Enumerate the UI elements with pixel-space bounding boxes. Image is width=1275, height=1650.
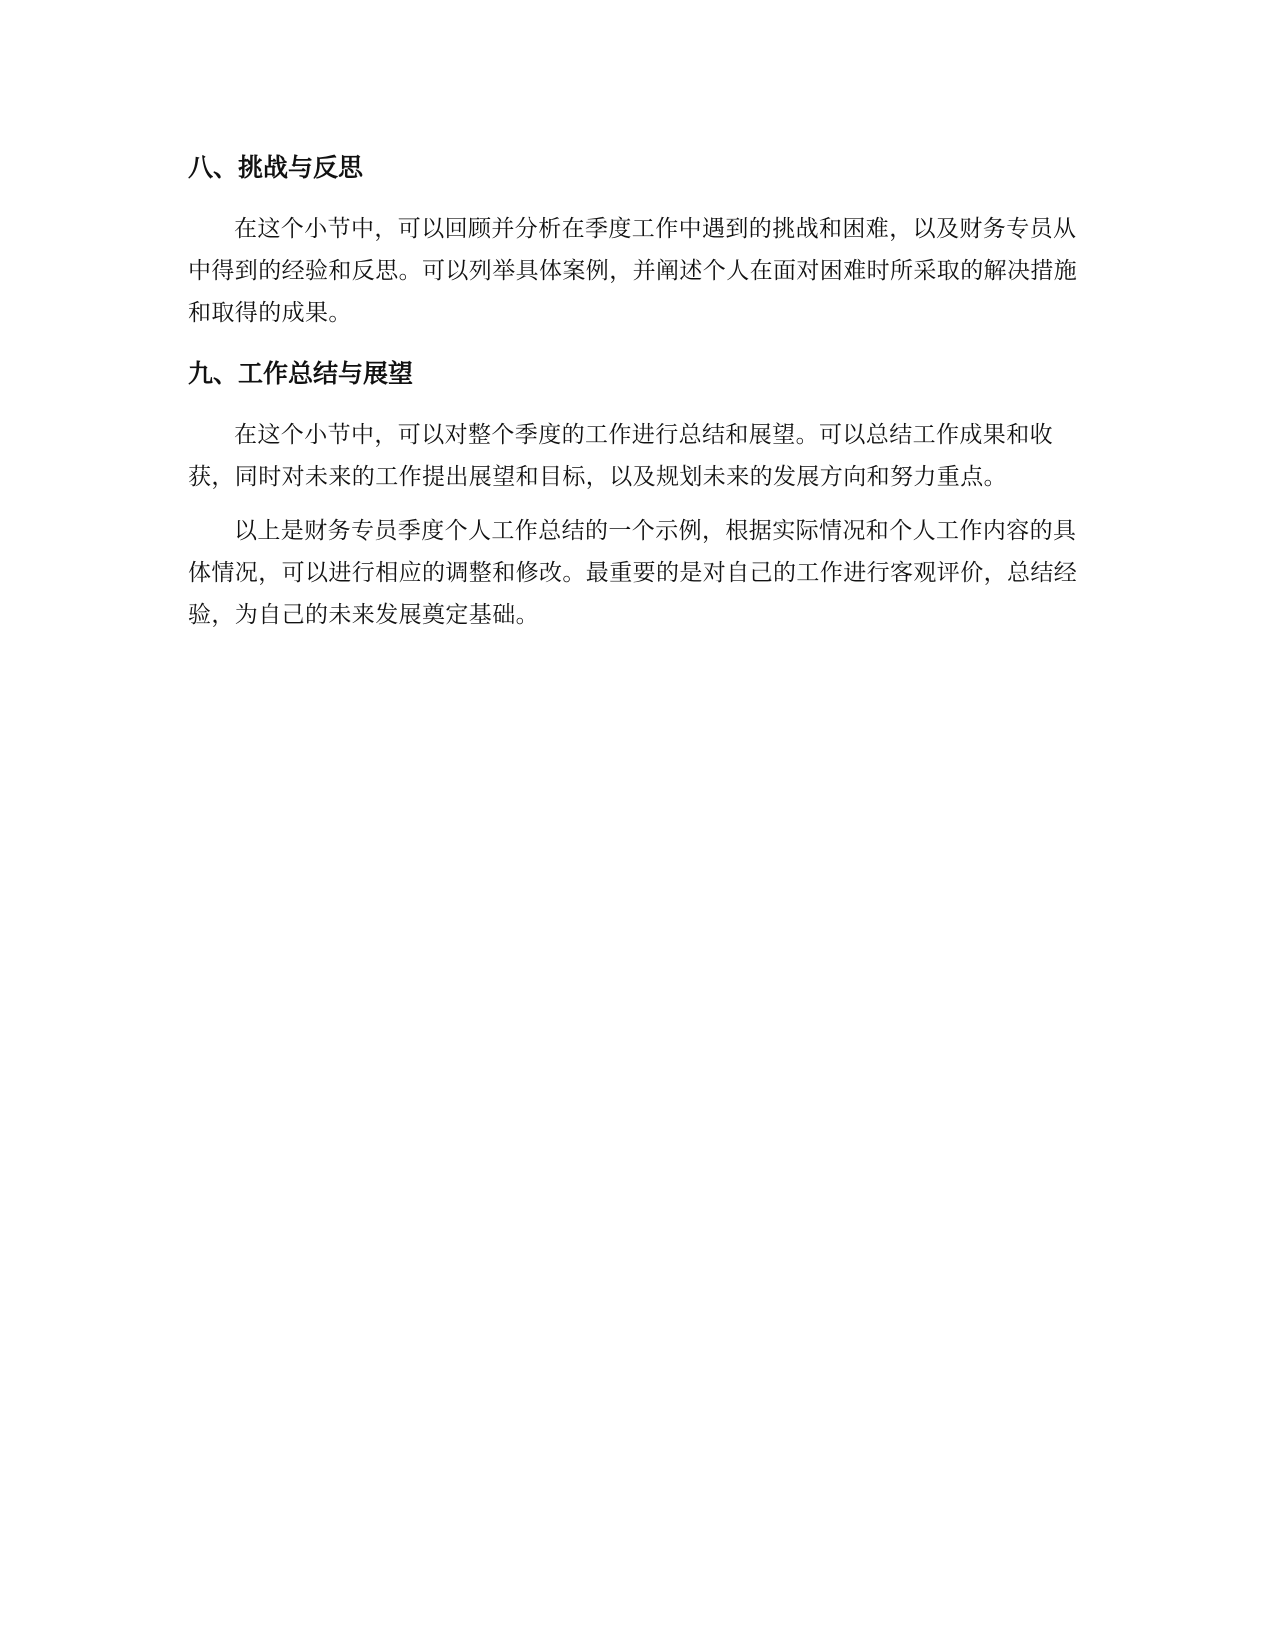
section-paragraph-summary: 在这个小节中，可以对整个季度的工作进行总结和展望。可以总结工作成果和收获，同时对未来的工作提出展望和目标，以及规划未来的发展方向和努力重点。 [188, 422, 1053, 490]
section-heading-challenges: 八、挑战与反思 [188, 153, 364, 182]
document-body [188, 140, 1088, 636]
section-paragraph-challenges: 在这个小节中，可以回顾并分析在季度工作中遇到的挑战和困难，以及财务专员从中得到的经验和反思。可以列举具体案例，并阐述个人在面对困难时所采取的解决措施和取得的成果。 [188, 216, 1078, 326]
section-paragraph-conclusion: 以上是财务专员季度个人工作总结的一个示例，根据实际情况和个人工作内容的具体情况，可以进行相应的调整和修改。最重要的是对自己的工作进行客观评价，总结经验，为自己的未来发展奠定基础。 [188, 518, 1078, 628]
section-heading-summary: 九、工作总结与展望 [188, 359, 414, 388]
